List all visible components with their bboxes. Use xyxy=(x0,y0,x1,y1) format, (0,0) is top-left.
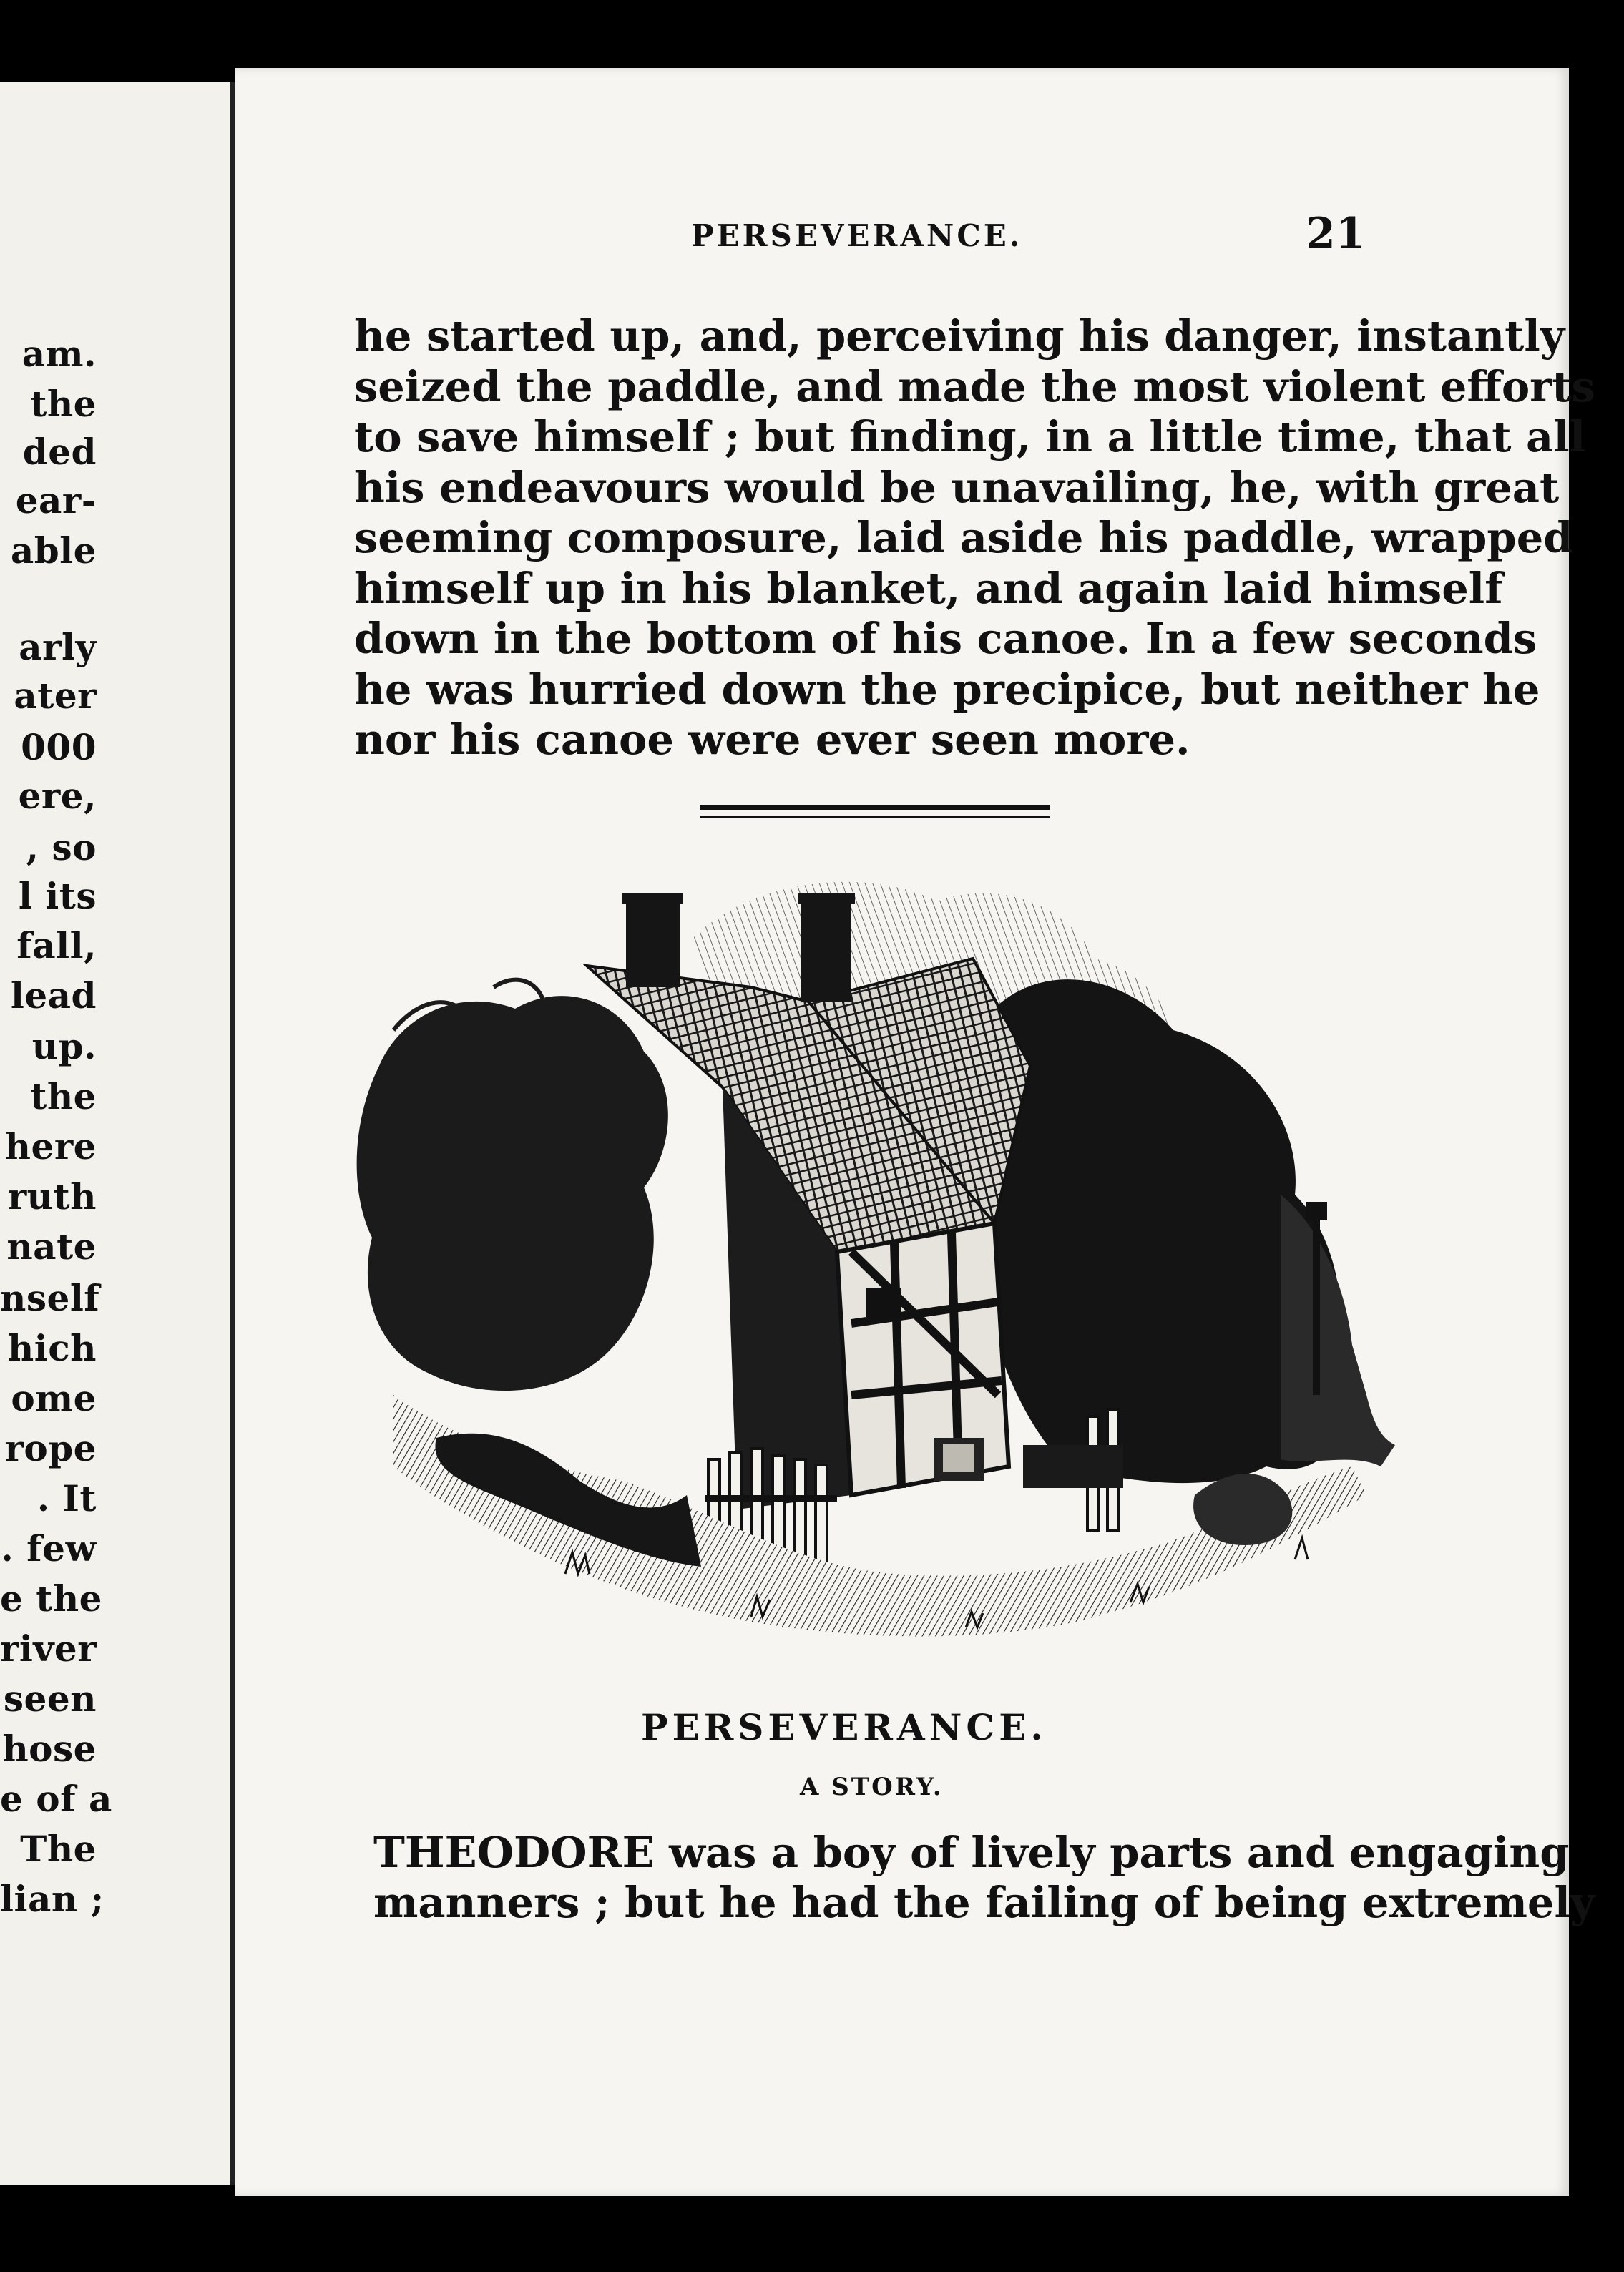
story-text-line: manners ; but he had the failing of being extremely xyxy=(373,1878,1595,1927)
page-number: 21 xyxy=(1306,209,1366,259)
previous-page-text-fragment: up. xyxy=(31,1025,97,1067)
previous-page-text-fragment: . few xyxy=(1,1527,97,1570)
previous-page-text-fragment: am. xyxy=(21,333,97,375)
previous-page-text-fragment: able xyxy=(10,529,97,572)
previous-page-text-fragment: ere, xyxy=(18,775,97,817)
previous-page-text-fragment: the xyxy=(30,383,97,425)
previous-page-text-fragment: ded xyxy=(22,431,97,473)
body-text-line: he was hurried down the precipice, but neither he xyxy=(354,664,1540,714)
body-text-line: his endeavours would be unavailing, he, with great xyxy=(354,462,1560,512)
previous-page-text-fragment: hich xyxy=(7,1327,97,1369)
previous-page-edge xyxy=(0,82,233,2185)
previous-page-text-fragment: ome xyxy=(11,1377,97,1419)
previous-page-text-fragment: arly xyxy=(19,626,97,668)
previous-page-text-fragment: e the xyxy=(0,1577,102,1620)
previous-page-text-fragment: fall, xyxy=(16,924,97,966)
section-rule-thin xyxy=(700,816,1050,818)
previous-page-text-fragment: ear- xyxy=(15,479,97,522)
previous-page-text-fragment: here xyxy=(4,1125,97,1167)
previous-page-text-fragment: the xyxy=(30,1075,97,1117)
previous-page-text-fragment: lead xyxy=(10,974,97,1017)
running-head: PERSEVERANCE. xyxy=(691,218,1023,253)
story-subtitle: A STORY. xyxy=(800,1773,944,1801)
section-rule-thick xyxy=(700,805,1050,810)
previous-page-text-fragment: ruth xyxy=(7,1175,97,1218)
previous-page-text-fragment: hose xyxy=(2,1728,97,1770)
story-text-line: THEODORE was a boy of lively parts and engaging xyxy=(373,1828,1570,1877)
previous-page-text-fragment: 000 xyxy=(21,726,97,768)
previous-page-text-fragment: rope xyxy=(4,1427,97,1469)
story-title: PERSEVERANCE. xyxy=(641,1706,1047,1748)
previous-page-text-fragment: lian ; xyxy=(0,1878,104,1920)
body-text-line: seeming composure, laid aside his paddle, wrapped xyxy=(354,513,1573,562)
previous-page-text-fragment: nate xyxy=(6,1225,97,1268)
body-text-line: nor his canoe were ever seen more. xyxy=(354,715,1190,764)
cottage-woodcut-illustration xyxy=(351,851,1409,1660)
previous-page-text-fragment: , so xyxy=(26,826,97,868)
previous-page-text-fragment: e of a xyxy=(0,1778,112,1820)
previous-page-text-fragment: The xyxy=(20,1828,97,1870)
previous-page-text-fragment: . It xyxy=(36,1477,97,1519)
body-text-line: he started up, and, perceiving his danger, instantly xyxy=(354,311,1565,361)
previous-page-text-fragment: l its xyxy=(18,875,97,917)
body-text-line: to save himself ; but finding, in a little time, that all xyxy=(354,412,1586,461)
previous-page-text-fragment: seen xyxy=(3,1678,97,1720)
previous-page-text-fragment: nself xyxy=(0,1277,100,1319)
body-text-line: himself up in his blanket, and again laid himself xyxy=(354,563,1503,613)
previous-page-text-fragment: ater xyxy=(14,675,97,717)
previous-page-text-fragment: river xyxy=(0,1627,97,1670)
body-text-line: down in the bottom of his canoe. In a few seconds xyxy=(354,614,1537,663)
body-text-line: seized the paddle, and made the most violent efforts xyxy=(354,361,1595,411)
